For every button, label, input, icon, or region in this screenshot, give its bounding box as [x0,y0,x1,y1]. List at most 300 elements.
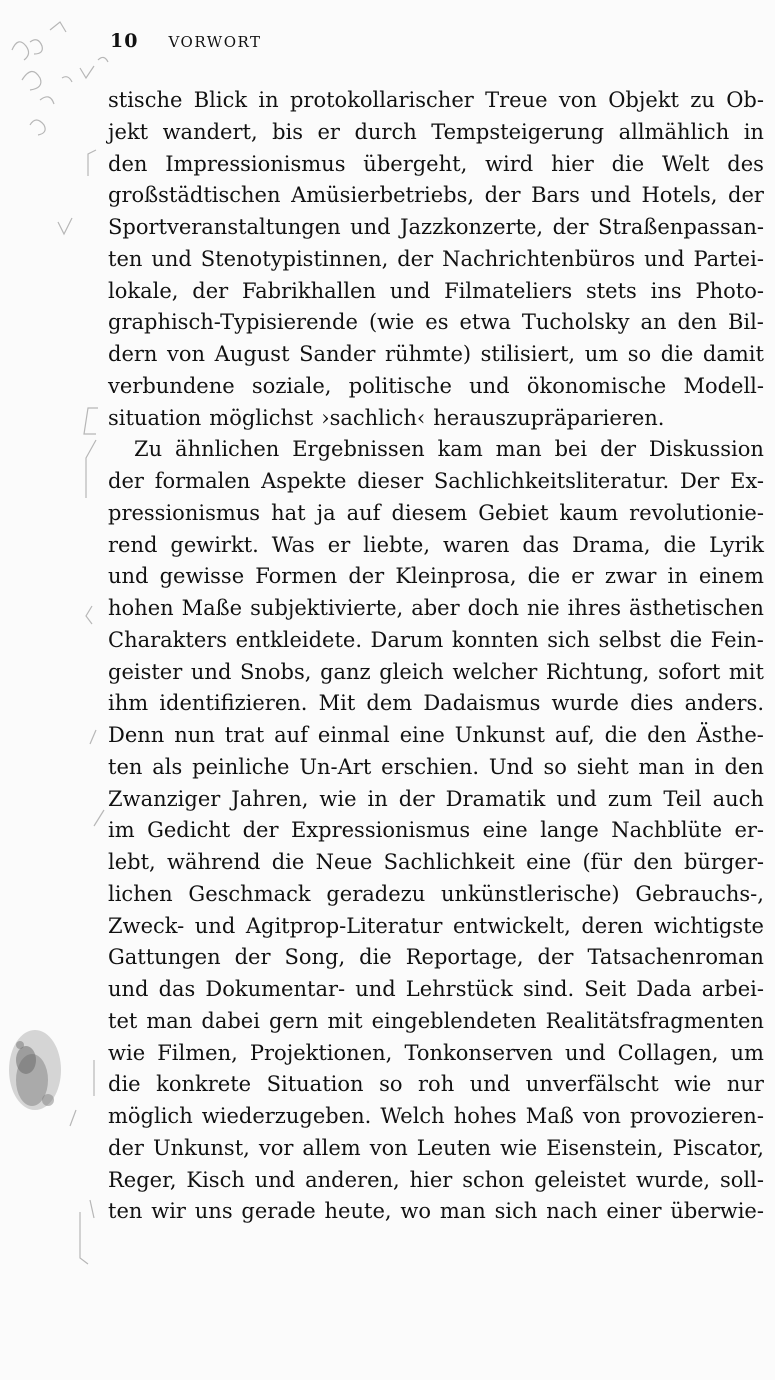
word: Teil [663,786,702,811]
word: Zu [134,437,163,462]
word: protokollarischer [289,88,474,112]
word: Tucholsky [521,310,630,335]
word: Nachblüte [611,818,722,843]
text-line [108,371,764,403]
word: hat [271,500,306,525]
word: in [667,564,688,589]
word: nun [174,723,215,747]
word: und [254,1167,296,1192]
word: gern [268,1008,319,1033]
word: er- [734,818,764,843]
word: in [258,88,279,112]
word: die [108,1072,141,1097]
word: Dokumentar- [205,977,346,1001]
word: die [604,723,638,747]
word: Modell- [683,373,764,398]
word: wiederzugeben. [201,1104,372,1128]
word: die [660,342,694,366]
text-line [108,847,764,879]
word: Welch [380,1104,445,1128]
word: lokale, [108,278,179,303]
word: den [633,850,673,874]
word: der [552,215,589,239]
word: ökonomische [526,373,667,398]
word: dies [630,691,674,716]
word: Dadaismus [423,691,541,716]
word: ten [108,754,143,779]
word: Zweck- [108,913,185,938]
word: Piscator, [672,1135,764,1160]
word: Welt [662,151,710,176]
text-line [108,1165,764,1197]
word: Geschmack [188,881,311,906]
word: liebte, [363,532,431,557]
word: Denn [108,723,165,747]
word: der [728,183,764,208]
word: in [694,754,715,779]
word: Aspekte [261,469,347,493]
word: das [522,532,560,557]
word: stilisiert, [480,342,576,366]
word: Amüsierbetriebs, [291,183,475,208]
word: überwie- [670,1199,764,1224]
word: rühmte) [385,342,472,366]
word: so [379,1072,403,1097]
word: (wie [368,310,415,335]
word: von [558,88,597,112]
body-text [108,85,764,1228]
word: der [242,818,279,843]
word: Lehrstück [405,977,513,1001]
word: unkünstlerische) [441,881,620,906]
word: lange [540,818,599,843]
word: Treue [485,88,548,112]
word: wie [674,1072,712,1097]
word: doch [467,596,519,620]
word: und [108,564,149,589]
word: Gebrauchs-, [635,881,764,906]
word: und [350,215,391,239]
text-line [108,688,764,720]
text-line [108,815,764,847]
word: konnten [451,627,539,652]
word: ihm [108,691,149,716]
text-line [108,879,764,911]
word: Bil- [727,310,764,335]
word: Eisenstein, [546,1135,664,1160]
word: pressionismus [108,500,261,525]
word: und [355,977,396,1001]
word: Sportveranstaltungen [108,215,341,239]
word: Reger, [108,1167,177,1192]
word: Gebiet [478,500,549,525]
word: ja [316,500,336,525]
word: Ästhe- [696,723,764,747]
word: dabei [201,1008,260,1033]
word: um [730,1040,764,1065]
word: Kisch [186,1167,245,1192]
word: die [527,564,561,589]
text-line [108,625,764,657]
word: selbst [598,627,662,652]
word: ganz [320,659,371,684]
word: im [108,818,135,843]
word: lebt, [108,850,156,874]
text-line [108,403,764,435]
word: eine [482,818,528,843]
word: Fabrikhallen [241,278,377,303]
word: wichtigste [653,913,764,938]
word: einer [606,1199,662,1224]
word: des [727,151,764,176]
word: großstädtischen [108,183,281,208]
word: Drama, [572,532,651,557]
text-line [108,530,764,562]
word: dem [366,691,413,716]
word: Partei- [693,246,764,271]
word: Neue [315,850,373,874]
word: Tempsteigerung [431,119,605,144]
word: soziale, [251,373,332,398]
word: Song, [284,945,346,970]
word: hier [551,151,594,176]
word: man [439,1199,486,1224]
word: entkleidete. [235,627,362,652]
word: mit [327,1008,363,1033]
word: Collagen, [617,1040,719,1065]
word: so [543,754,567,779]
word: ihres [567,596,622,620]
word: wurde, [636,1167,711,1192]
word: die [663,532,697,557]
word: Situation [266,1072,364,1097]
word: von [582,1104,621,1128]
word: anders. [684,691,764,716]
word: es [425,310,449,335]
text-line [108,657,764,689]
word: Reportage, [405,945,524,970]
word: übergeht, [363,151,468,176]
word: durch [354,119,417,144]
word: Sachlichkeit [383,850,515,874]
word: unverfälscht [525,1072,659,1097]
word: Photo- [695,278,764,303]
running-head: VORWORT [168,33,262,51]
text-line [108,85,764,117]
word: die [359,945,392,970]
text-line [108,593,764,625]
word: wie [500,1135,538,1160]
word: an [640,310,667,335]
word: den [677,310,717,335]
text-line [108,212,764,244]
word: sich [547,627,590,652]
page-number: 10 [110,30,139,52]
text-line [108,561,764,593]
word: zu [690,88,715,112]
word: von [369,1135,408,1160]
word: sind. [523,977,575,1001]
word: kaum [559,500,619,525]
word: um [584,342,619,366]
word: und [151,246,192,271]
word: graphisch-Typisierende [108,310,358,335]
word: bei [554,437,588,462]
word: so [627,342,652,366]
word: einem [698,564,764,589]
word: der [600,437,636,462]
text-line [108,1006,764,1038]
word: gewirkt. [170,532,259,557]
word: Unkunst [454,723,545,747]
word: geradezu [326,881,426,906]
text-line [108,752,764,784]
word: entwickelt, [452,913,571,938]
text-line [108,117,764,149]
word: konkrete [156,1072,252,1097]
word: auf [274,723,308,747]
word: deren [581,913,644,938]
word: heute, [324,1199,392,1224]
word: ins [650,278,682,303]
word: peinliche [192,754,290,779]
word: die [611,151,645,176]
word: diesem [391,500,468,525]
text-line [108,434,764,466]
word: Dramatik [445,786,546,811]
word: und [194,913,236,938]
word: er [327,532,351,557]
word: kam [437,437,483,462]
word: Nachrichtenbüros [442,246,636,271]
word: Ex- [730,469,764,493]
text-line [108,339,764,371]
word: revolutionie- [629,500,764,525]
word: möglich [108,1104,193,1128]
word: und [644,246,685,271]
word: den [647,723,687,747]
word: einmal [317,723,390,747]
word: bis [272,119,304,144]
word: Snobs, [240,659,312,684]
word: wird [485,151,534,176]
text-line [108,1196,764,1228]
text-line [108,974,764,1006]
word: der [192,278,229,303]
word: er [571,564,594,589]
word: wo [400,1199,431,1224]
word: sich [494,1199,538,1224]
word: (für [582,850,622,874]
word: gewisse [159,564,245,589]
text-line [108,1038,764,1070]
word: Maße [181,596,243,620]
word: und [565,1040,606,1065]
word: Unkunst, [152,1135,250,1160]
word: das [158,977,196,1001]
word: der [484,183,521,208]
word: geleistet [534,1167,627,1192]
word: dern [108,342,158,366]
word: Und [488,754,534,779]
text-line [108,466,764,498]
word: Jazzkonzerte, [400,215,544,239]
word: auch [712,786,764,811]
page-header [110,30,262,54]
word: eine [526,850,572,874]
word: Realitätsfragmenten [545,1008,764,1033]
word: der [234,945,271,970]
word: in [367,786,388,811]
word: der [537,945,574,970]
word: Dada [636,977,692,1001]
text-line [108,276,764,308]
word: von [167,342,206,366]
word: wir [151,1199,186,1224]
word: Projektionen, [249,1040,393,1065]
word: eingeblendeten [371,1008,537,1033]
word: welcher [452,659,538,684]
word: mit [728,659,764,684]
text-line [108,1133,764,1165]
word: möglichst [209,405,314,430]
word: eine [399,723,445,747]
word: stets [585,278,637,303]
page-stain [9,1030,61,1110]
word: auf, [554,723,595,747]
word: den [108,151,148,176]
word: zwar [604,564,657,589]
word: ähnlichen [175,437,280,462]
word: uns [194,1199,233,1224]
word: Impressionismus [165,151,346,176]
word: Blick [193,88,248,112]
text-line [108,784,764,816]
word: Fein- [710,627,764,652]
word: damit [702,342,764,366]
word: roh [418,1072,455,1097]
word: jekt [108,119,149,144]
word: ten [108,246,143,271]
word: verbundene [108,373,235,398]
word: und [556,786,597,811]
word: formalen [154,469,251,493]
word: Mit [318,691,356,716]
word: den [724,754,764,779]
word: Diskussion [648,437,764,462]
word: Charakters [108,627,228,652]
word: und [469,373,510,398]
word: Un-Art [299,754,372,779]
word: als [152,754,183,779]
word: Tonkonserven [404,1040,553,1065]
word: Tatsachenroman [587,945,764,970]
word: anderen, [305,1167,400,1192]
word: Filmen, [157,1040,238,1065]
word: etwa [459,310,511,335]
word: auf [346,500,381,525]
word: wie [319,786,357,811]
word: Lyrik [709,532,764,557]
word: Expressionismus [290,818,471,843]
word: der [397,246,434,271]
word: und [469,1072,511,1097]
word: Objekt [608,88,679,112]
word: wandert, [162,119,258,144]
word: erschien. [381,754,480,779]
word: waren [442,532,510,557]
word: gerade [241,1199,316,1224]
word: vor [258,1135,294,1160]
word: Gattungen [108,945,221,970]
text-line [108,1101,764,1133]
word: aber [411,596,460,620]
word: der [398,786,435,811]
word: Darum [370,627,444,652]
word: schon [462,1167,525,1192]
word: Sander [299,342,376,366]
word: provozieren- [629,1104,764,1128]
word: trat [224,723,265,747]
word: der [108,1135,144,1160]
word: subjektivierte, [250,596,404,620]
text-line [108,720,764,752]
text-line [108,149,764,181]
text-line [108,180,764,212]
word: Zwanziger [108,786,221,811]
word: Gedicht [147,818,231,843]
word: rend [108,532,158,557]
word: Sachlichkeitsliteratur. [433,469,670,493]
word: arbei- [701,977,764,1001]
word: identifizieren. [159,691,308,716]
word: allmählich [618,119,730,144]
word: politische [348,373,452,398]
word: Was [271,532,315,557]
word: wurde [551,691,619,716]
word: Bars [531,183,580,208]
word: man [495,437,542,462]
word: ten [108,1199,143,1224]
word: Straßenpassan- [597,215,764,239]
word: sofort [657,659,721,684]
word: zum [607,786,653,811]
word: hohen [108,596,174,620]
word: und [389,278,431,303]
word: der [108,469,144,493]
word: Formen [255,564,338,589]
word: Ergebnissen [292,437,425,462]
word: Jahren, [231,786,309,811]
text-line [108,911,764,943]
word: tet [108,1008,138,1033]
text-line [108,1069,764,1101]
word: Maß [525,1104,574,1128]
word: nach [546,1199,598,1224]
word: Ob- [726,88,764,112]
word: Kleinprosa, [395,564,517,589]
word: August [214,342,290,366]
word: dieser [357,469,424,493]
word: man [146,1008,193,1033]
word: sieht [576,754,629,779]
word: Stenotypistinnen, [200,246,389,271]
text-line [108,307,764,339]
word: hohes [453,1104,517,1128]
word: soll- [719,1167,764,1192]
word: Agitprop-Literatur [245,913,443,938]
word: Richtung, [545,659,650,684]
